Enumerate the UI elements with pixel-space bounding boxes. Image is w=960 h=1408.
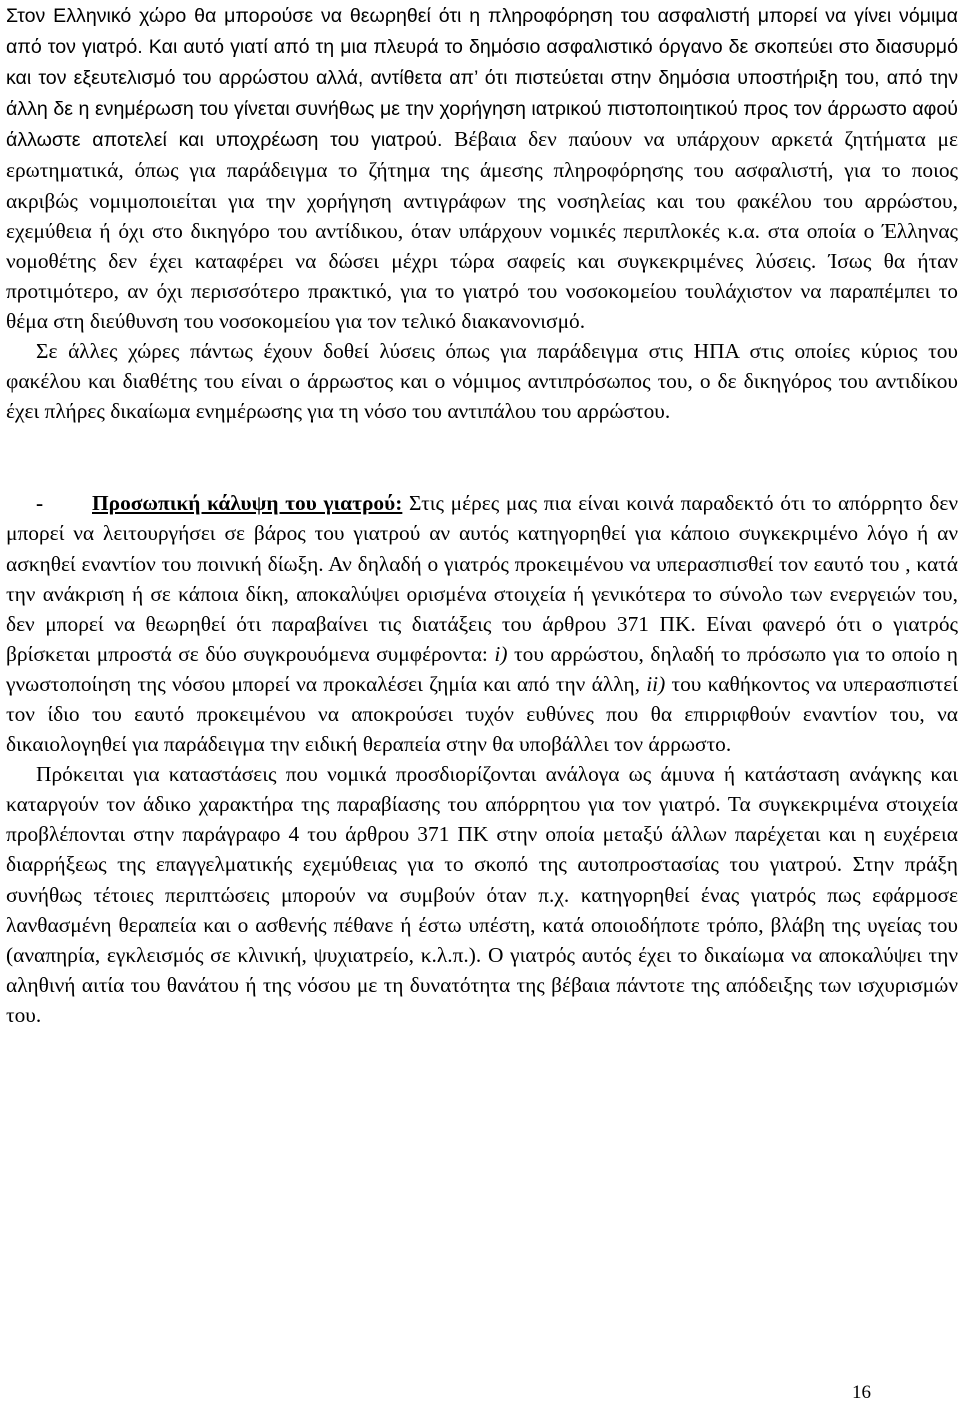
- paragraph-sans-segment: Στον Ελληνικό χώρο θα μπορούσε να θεωρηθεί ότι η πληροφόρηση του ασφαλιστή μπορεί να γίνει νόμιμα από τον γιατρό. Και αυτό γιατί από τη μια πλευρά το δημόσιο ασφαλιστικό όργανο δε σκοπεύει στο διασυρμό και τον εξευτελισμό του αρρώστου αλλά, αντίθετα απ’ ότι πιστεύεται στην δημόσια υποστήριξη του, από την άλλη δε η ενημέρωση του γίνεται συνήθως με την χορήγηση ιατρικού πιστοποιητικού προς τον άρρωστο αφού άλλωστε αποτελεί και υποχρέωση του γιατρού.: [6, 5, 958, 152]
- section-item-i-label: i): [494, 641, 508, 666]
- paragraph-insurer-information: [6, 0, 958, 336]
- document-page: [6, 0, 958, 1030]
- section-spacer: [6, 426, 958, 488]
- section-item-ii-label: ii): [646, 671, 666, 696]
- section-text-part-2: του αρρώστου, δηλαδή το πρόσωπο για το οποίο η γνωστοποίηση της νόσου μπορεί να προκαλέσει ζημία και από την άλλη,: [6, 641, 958, 696]
- paragraph-self-defense: Πρόκειται για καταστάσεις που νομικά προσδιορίζονται ανάλογα ως άμυνα ή κατάσταση ανάγκης και καταργούν τον άδικο χαρακτήρα της παραβίασης του απόρρητου για τον γιατρό. Τα συγκεκριμένα στοιχεία προβλέπονται στην παράγραφο 4 του άρθρου 371 ΠΚ στην οποία μεταξύ άλλων παρέχεται και η ευχέρεια διαρρήξεως της επαγγελματικής εχεμύθειας για το σκοπό της αυτοπροστασίας του γιατρού. Στην πράξη συνήθως τέτοιες περιπτώσεις μπορούν να συμβούν όταν π.χ. κατηγορηθεί ένας γιατρός πως εφάρμοσε λανθασμένη θεραπεία και ο ασθενής πέθανε ή έστω υπέστη, κατά οποιοδήποτε τρόπο, βλάβη της υγείας του (αναπηρία, εγκλεισμός σε κλινική, ψυχιατρείο, κ.λ.π.). Ο γιατρός αυτός έχει το δικαίωμα να αποκαλύψει την αληθινή αιτία του θανάτου ή της νόσου με τη δυνατότητα της βέβαια πάντοτε της απόδειξης των ισχυρισμών του.: [6, 762, 958, 1027]
- section-text-part-3: του καθήκοντος να υπερασπιστεί τον ίδιο του εαυτό προκειμένου να αποκρούσει τυχόν ευθύνες που θα επιρριφθούν εναντίον του, να δικαιολογηθεί για παράδειγμα την ειδική θεραπεία στην θα υποβάλλει τον άρρωστο.: [6, 671, 958, 757]
- section-text-part-1: Στις μέρες μας πια είναι κοινά παραδεκτό ότι το απόρρητο δεν μπορεί να λειτουργήσει σε βάρος του γιατρού αν αυτός κατηγορηθεί για κάποιο συγκεκριμένο λόγο ή αν ασκηθεί εναντίον του ποινική δίωξη. Αν δηλαδή ο γιατρός προκειμένου να υπερασπισθεί τον εαυτό του , κατά την ανάκριση ή σε κάποια δίκη, αποκαλύψει ορισμένα στοιχεία ή γενικότερα το σύνολο των ενεργειών του, δεν μπορεί να θεωρηθεί ότι παραβαίνει τις διατάξεις του άρθρου 371 ΠΚ. Είναι φανερό ότι ο γιατρός βρίσκεται μπροστά σε δύο συγκρουόμενα συμφέροντα:: [6, 491, 958, 666]
- page-number: 16: [852, 1382, 871, 1403]
- paragraph-serif-segment: Βέβαια δεν παύουν να υπάρχουν αρκετά ζητήματα με ερωτηματικά, όπως για παράδειγμα το ζήτημα της άμεσης πληροφόρησης του ασφαλιστή, για το ποιος ακριβώς νομιμοποιείται για την χορήγηση αντιγράφων της νοσηλείας και του φακέλου του αρρώστου, εχεμύθεια ή όχι στο δικηγόρο του αντίδικου, όταν υπάρχουν νομικές περιπλοκές κ.α. στα οποία ο Έλληνας νομοθέτης δεν έχει καταφέρει να δώσει μέχρι τώρα σαφείς και συγκεκριμένες λύσεις. Ίσως θα ήταν προτιμότερο, αν όχι περισσότερο πρακτικό, για το γιατρό του νοσοκομείου τουλάχιστον να παραπέμπει το θέμα στη διεύθυνση του νοσοκομείου για τον τελικό διακανονισμό.: [6, 127, 958, 333]
- section-heading: Προσωπική κάλυψη του γιατρού:: [92, 491, 403, 516]
- section-dash-marker: -: [36, 491, 44, 516]
- paragraph-other-countries: Σε άλλες χώρες πάντως έχουν δοθεί λύσεις όπως για παράδειγμα στις ΗΠΑ στις οποίες κύριος του φακέλου και διαθέτης του είναι ο άρρωστος και ο νόμιμος αντιπρόσωπος του, ο δε δικηγόρος του αντιδίκου έχει πλήρες δικαίωμα ενημέρωσης για τη νόσο του αντιπάλου του αρρώστου.: [6, 339, 958, 424]
- section-personal-coverage: [6, 488, 958, 759]
